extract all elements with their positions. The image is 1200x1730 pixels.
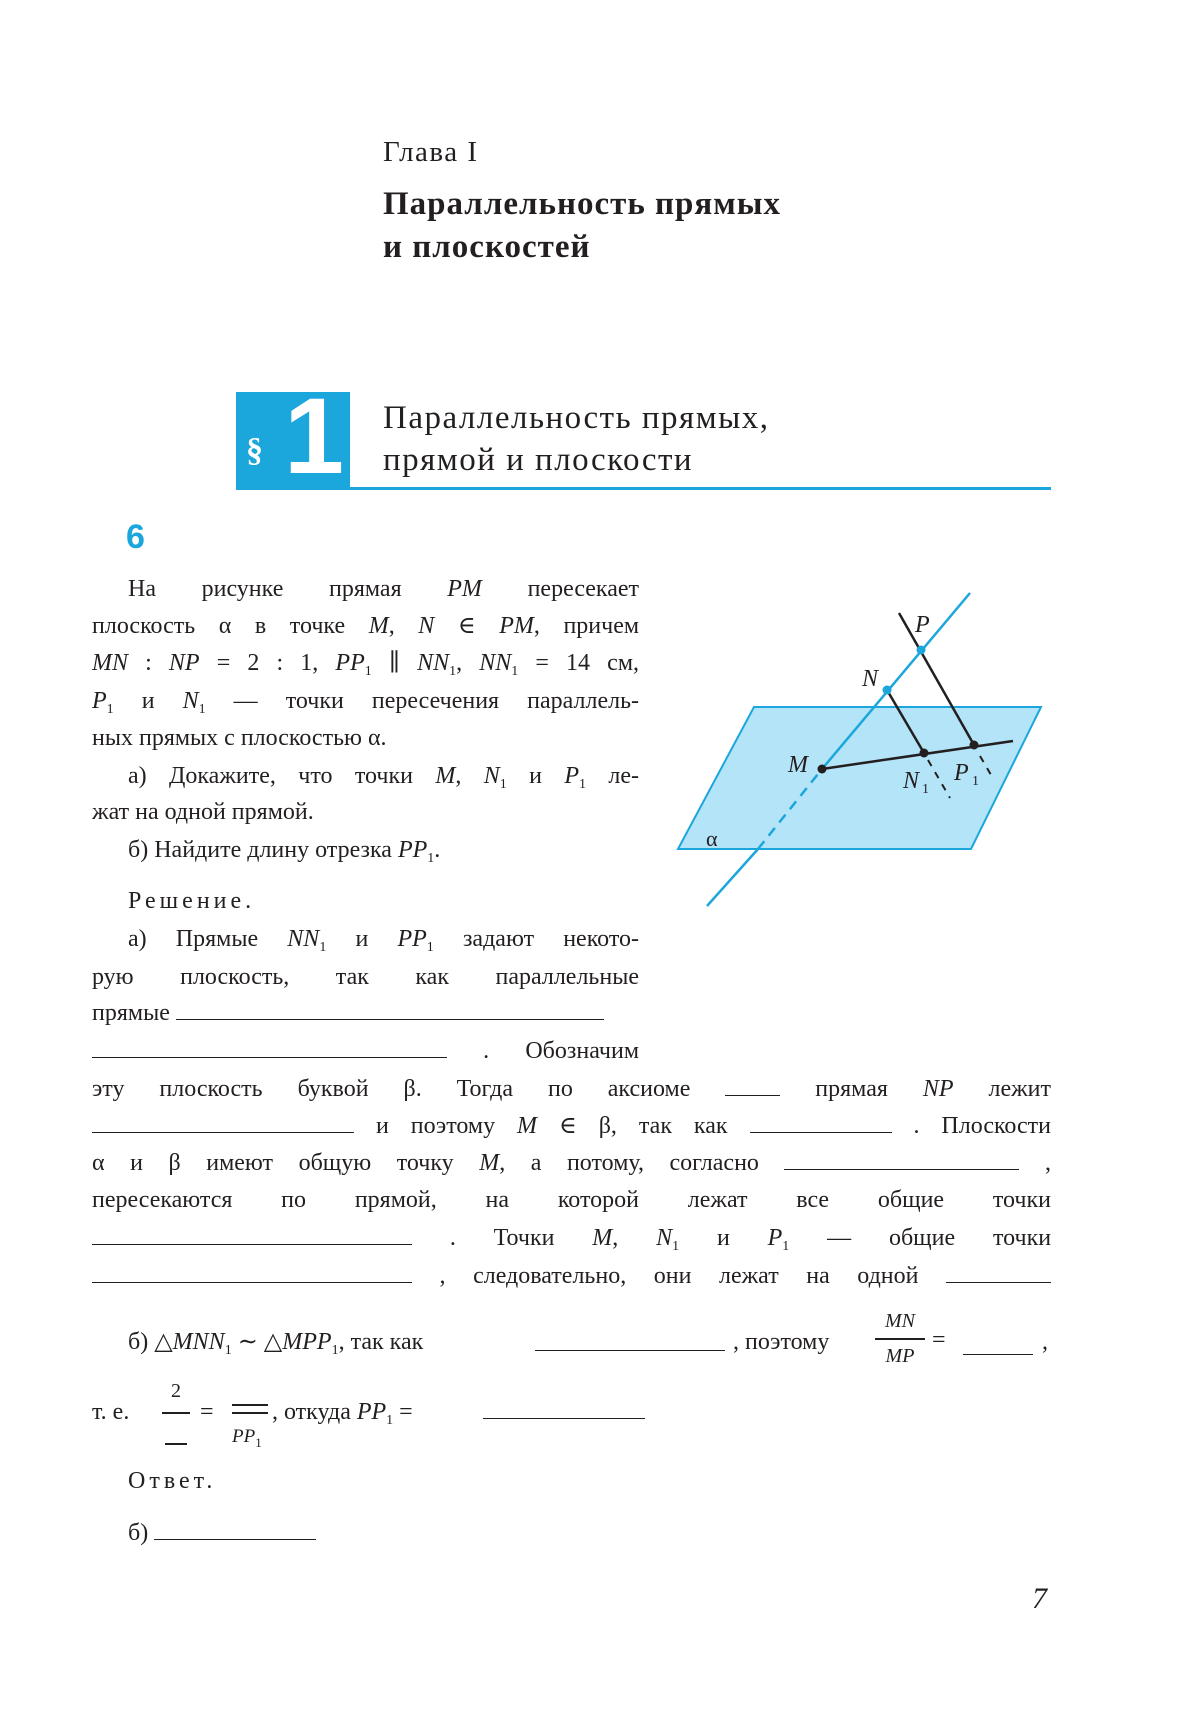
solution-heading: Решение.	[128, 888, 256, 914]
answer-blank[interactable]	[963, 1354, 1033, 1355]
answer-blank[interactable]	[483, 1418, 645, 1419]
solution-text: т. е.	[92, 1399, 130, 1425]
equals-sign: =	[932, 1327, 946, 1353]
label-p1: P	[954, 760, 969, 786]
solution-text: , поэтому	[733, 1329, 830, 1355]
answer-blank[interactable]	[750, 1110, 892, 1133]
solution-line: прямые	[92, 997, 604, 1029]
solution-line: рую плоскость, так как параллельные	[92, 964, 639, 990]
problem-part-b: б) Найдите длину отрезка $PP_1$.	[128, 837, 441, 866]
fraction-numerator: MN	[885, 1310, 915, 1332]
solution-part-b: б) $\triangle MNN_1$ ∼ $\triangle MPP_1$, так как	[128, 1329, 424, 1358]
point-p1	[970, 741, 979, 750]
answer-blank[interactable]	[725, 1073, 780, 1096]
solution-line: . Точки M, $N_1$ и $P_1$ — общие точки	[92, 1222, 1051, 1254]
solution-line: пересекаются по прямой, на которой лежат все общие точки	[92, 1187, 1051, 1213]
solution-line: . Обозначим	[92, 1035, 639, 1067]
answer-blank[interactable]	[176, 997, 604, 1020]
problem-number: 6	[126, 518, 145, 556]
chapter-label: Глава I	[383, 136, 479, 168]
point-m	[818, 765, 827, 774]
point-n1	[920, 749, 929, 758]
section-number: 1	[284, 375, 345, 496]
solution-text: , откуда $PP_1$ =	[272, 1399, 413, 1428]
answer-heading: Ответ.	[128, 1468, 217, 1494]
chapter-title-line1: Параллельность прямых	[383, 186, 781, 222]
solution-line: а) Прямые $NN_1$ и $PP_1$ задают некото-	[128, 926, 639, 955]
label-n1-sub: 1	[922, 782, 929, 797]
solution-line: α и β имеют общую точку M, а потому, согласно ,	[92, 1147, 1051, 1179]
fraction-numerator: 2	[171, 1380, 181, 1402]
solution-line: и поэтому M ∈ β, так как . Плоскости	[92, 1110, 1051, 1142]
problem-part-a: а) Докажите, что точки M, $N_1$ и $P_1$ ле-	[128, 763, 640, 792]
label-alpha: α	[706, 826, 718, 851]
fraction-bar	[162, 1412, 190, 1414]
line-pm-below	[707, 849, 758, 906]
fraction-bar	[232, 1412, 268, 1414]
problem-line: жат на одной прямой.	[92, 799, 314, 825]
answer-blank[interactable]	[92, 1222, 412, 1245]
point-n	[883, 686, 892, 695]
fraction-denominator: MP	[885, 1345, 915, 1367]
answer-part-b: б)	[128, 1517, 316, 1549]
answer-blank[interactable]	[92, 1260, 412, 1283]
answer-blank[interactable]	[784, 1147, 1019, 1170]
solution-line: эту плоскость буквой β. Тогда по аксиоме прямая NP лежит	[92, 1073, 1051, 1105]
problem-line: На рисунке прямая PM пересекает	[128, 576, 640, 602]
label-p: P	[915, 612, 930, 638]
plane-alpha	[678, 707, 1041, 849]
label-n: N	[862, 666, 879, 692]
label-n1: N	[903, 768, 920, 794]
section-title-line1: Параллельность прямых,	[383, 400, 770, 436]
solution-line: , следовательно, они лежат на одной	[92, 1260, 1051, 1292]
problem-line: ных прямых с плоскостью α.	[92, 725, 387, 751]
answer-blank[interactable]	[92, 1110, 354, 1133]
problem-line: плоскость α в точке M, N ∈ PM, причем	[92, 613, 640, 639]
answer-blank[interactable]	[535, 1328, 725, 1351]
point-p	[917, 646, 926, 655]
fraction-blank[interactable]	[165, 1443, 187, 1445]
problem-line: MN : NP = 2 : 1, $PP_1$ ∥ $NN_1$, $NN_1 = 14$ см,	[92, 650, 639, 679]
comma: ,	[1042, 1329, 1048, 1355]
fraction-blank[interactable]	[232, 1404, 268, 1406]
chapter-title-line2: и плоскостей	[383, 229, 591, 265]
section-title-line2: прямой и плоскости	[383, 442, 694, 478]
fraction-bar	[875, 1338, 925, 1340]
answer-blank[interactable]	[946, 1260, 1051, 1283]
section-symbol: §	[246, 432, 263, 469]
answer-blank[interactable]	[154, 1517, 316, 1540]
problem-line: $P_1$ и $N_1$ — точки пересечения параллель-	[92, 688, 640, 717]
page-number: 7	[1032, 1582, 1047, 1615]
label-p1-sub: 1	[972, 774, 979, 789]
fraction-denominator: $PP_1$	[232, 1426, 262, 1450]
label-m: M	[788, 752, 808, 778]
equals-sign: =	[200, 1399, 214, 1425]
answer-blank[interactable]	[92, 1035, 447, 1058]
